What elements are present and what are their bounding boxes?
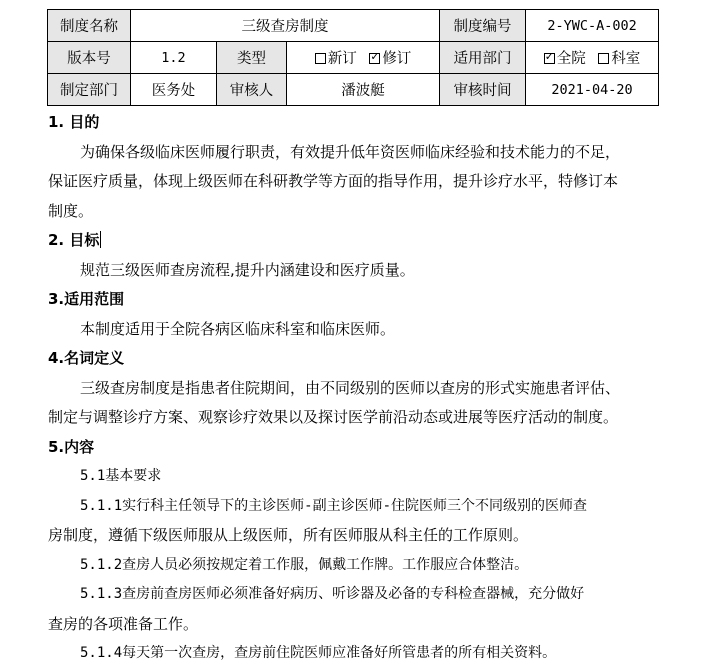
section-1-line-2: 保证医疗质量，体现上级医师在科研教学等方面的指导作用，提升诊疗水平，特修订本 [48,172,619,190]
dept-option-all-label: 全院 [556,51,586,67]
section-3-line-1: 本制度适用于全院各病区临床科室和临床医师。 [80,319,396,338]
info-row-3 [48,74,659,106]
type-option-new-label: 新订 [327,51,357,67]
version-label: 版本号 [48,42,131,74]
checkbox-checked-icon[interactable] [544,53,555,64]
code-value: 2-YWC-A-002 [526,10,659,42]
dept-option-all[interactable] [544,51,586,67]
document-body[interactable] [48,108,668,669]
review-time-value: 2021-04-20 [526,74,659,106]
version-value: 1.2 [131,42,217,74]
section-3-title: 3.适用范围 [48,290,125,308]
checkbox-checked-icon[interactable] [369,53,380,64]
section-5-1-title: 5.1基本要求 [80,468,162,484]
checkbox-unchecked-icon[interactable] [315,53,326,64]
document-info-table [47,9,659,106]
dept-label: 适用部门 [440,42,526,74]
section-4-line-2: 制定与调整诊疗方案、观察诊疗效果以及探讨医学前沿动态或进展等医疗活动的制度。 [48,408,619,426]
section-2-line-1: 规范三级医师查房流程,提升内涵建设和医疗质量。 [80,260,415,279]
section-2-title: 2. 目标 [48,231,100,249]
reviewer-label: 审核人 [217,74,287,106]
dept-option-office[interactable] [598,51,640,67]
section-5-1-2: 5.1.2查房人员必须按规定着工作服，佩戴工作牌。工作服应合体整洁。 [80,556,529,573]
section-5-1-1-line-1: 5.1.1实行科主任领导下的主诊医师-副主诊医师-住院医师三个不同级别的医师查 [80,497,587,514]
dept-options [526,42,659,74]
section-5-1-3-line-2: 查房的各项准备工作。 [48,614,199,633]
type-option-new[interactable] [315,51,357,67]
section-4-title: 4.名词定义 [48,349,125,367]
section-1-title: 1. 目的 [48,113,100,131]
section-5-1-1-line-2: 房制度，遵循下级医师服从上级医师，所有医师服从科主任的工作原则。 [48,526,529,544]
dept-option-office-label: 科室 [611,51,641,67]
section-5-title: 5.内容 [48,437,95,456]
type-label: 类型 [217,42,287,74]
review-time-label: 审核时间 [440,74,526,106]
code-label: 制度编号 [440,10,526,42]
info-row-1 [48,10,659,42]
type-options [287,42,440,74]
section-5-1-4: 5.1.4每天第一次查房，查房前住院医师应准备好所管患者的所有相关资料。 [80,645,557,661]
name-label: 制度名称 [48,10,131,42]
checkbox-unchecked-icon[interactable] [598,53,609,64]
section-1-line-1: 为确保各级临床医师履行职责，有效提升低年资医师临床经验和技术能力的不足， [80,142,621,161]
type-option-revise[interactable] [369,51,411,67]
info-row-2 [48,42,659,74]
reviewer-value: 潘波艇 [287,74,440,106]
section-1-line-3: 制度。 [48,201,94,220]
name-value: 三级查房制度 [131,10,440,42]
text-cursor [100,231,101,248]
type-option-revise-label: 修订 [382,51,412,67]
section-5-1-3-line-1: 5.1.3查房前查房医师必须准备好病历、听诊器及必备的专科检查器械，充分做好 [80,586,585,602]
maker-label: 制定部门 [48,74,131,106]
section-4-line-1: 三级查房制度是指患者住院期间，由不同级别的医师以查房的形式实施患者评估、 [80,378,621,397]
section-2-heading [48,226,668,256]
maker-value: 医务处 [131,74,217,106]
